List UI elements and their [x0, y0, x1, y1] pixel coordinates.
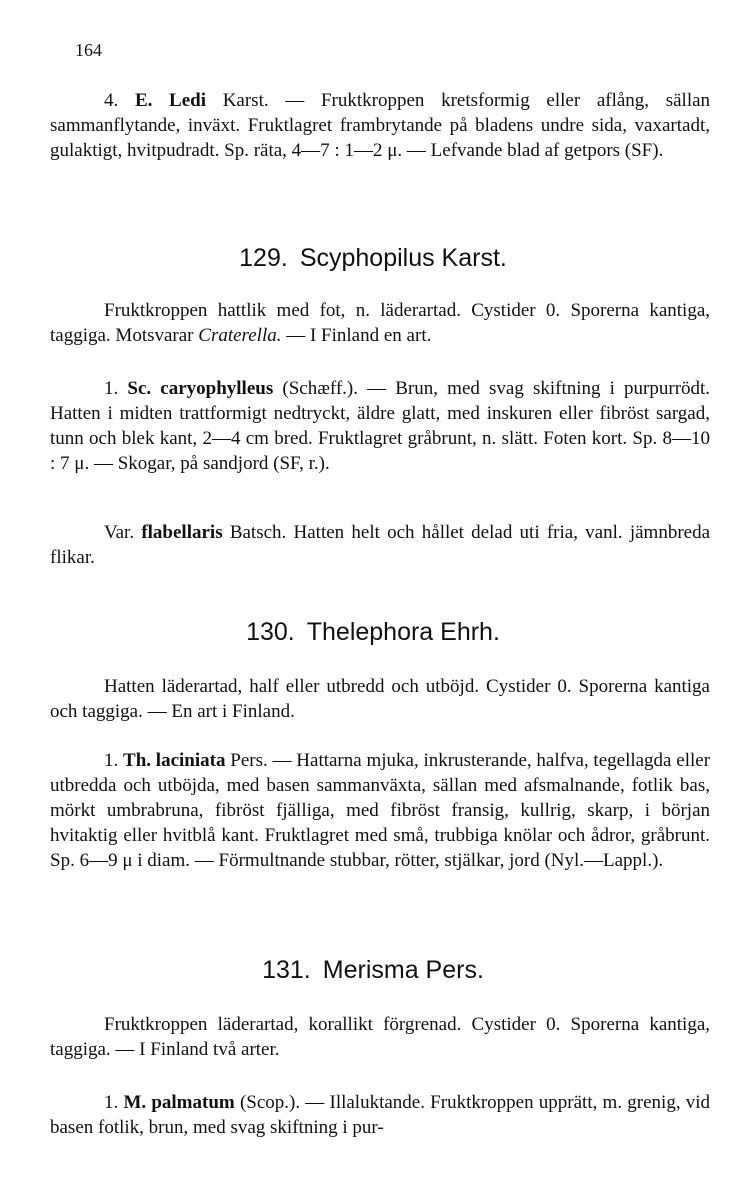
species-name: E. Ledi	[134, 90, 206, 111]
description-text: Fruktkroppen läderartad, korallikt förgrenad. Cystider 0. Sporerna kantiga, taggiga. — I Finland två arter.	[50, 1014, 710, 1060]
genus-description-130	[50, 674, 710, 724]
species-author: (Schæff.).	[282, 378, 359, 399]
variety-text: Hatten helt och hållet delad uti fria, vanl. jämnbreda flikar.	[50, 522, 711, 568]
genus-title: Thelephora Ehrh.	[306, 618, 500, 646]
genus-title: Scyphopilus Karst.	[299, 244, 507, 272]
genus-number: 129.	[239, 244, 288, 272]
description-text-end: — I Finland en art.	[286, 325, 432, 346]
page-number: 164	[75, 40, 102, 60]
species-name: M. palmatum	[123, 1092, 235, 1113]
entry-text: — Fruktkroppen kretsformig eller aflång, sällan sammanflytande, inväxt. Fruktlagret frambrytande på bladens undre sida, vaxartadt, gulaktigt, hvitpudradt. Sp. räta, 4—7 : 1—2 μ. — Lefvande blad af getpors (SF).	[50, 90, 711, 161]
genus-heading-129	[0, 246, 746, 271]
genus-description-129	[50, 298, 710, 348]
entry-paragraph	[50, 88, 710, 163]
entry-text: — Illaluktande. Fruktkroppen upprätt, m. grenig, vid basen fotlik, brun, med svag skiftning i pur-	[50, 1092, 711, 1138]
entry-number: 1.	[104, 750, 119, 771]
species-entry-palmatum	[50, 1090, 710, 1140]
genus-description-131	[50, 1012, 710, 1062]
entry-e-ledi	[50, 88, 710, 163]
species-entry-caryophylleus	[50, 376, 710, 476]
genus-title: Merisma Pers.	[322, 956, 484, 984]
variety-flabellaris	[50, 520, 710, 570]
species-name: Sc. caryophylleus	[127, 378, 274, 399]
entry-number: 1.	[104, 378, 119, 399]
genus-heading-131	[0, 958, 746, 983]
related-genus: Craterella.	[198, 325, 282, 346]
genus-number: 130.	[246, 618, 295, 646]
description-text: Fruktkroppen hattlik med fot, n. läderartad. Cystider 0. Sporerna kantiga, taggiga. Motsvarar	[50, 300, 710, 346]
variety-author: Batsch.	[229, 522, 287, 543]
entry-number: 1.	[104, 1092, 119, 1113]
variety-name: flabellaris	[141, 522, 223, 543]
species-author: Karst.	[222, 90, 269, 111]
genus-heading-130	[0, 620, 746, 645]
description-text: Hatten läderartad, half eller utbredd och utböjd. Cystider 0. Sporerna kantiga och taggiga. — En art i Finland.	[50, 676, 710, 722]
genus-number: 131.	[262, 956, 311, 984]
entry-text: — Brun, med svag skiftning i purpurrödt. Hatten i midten trattformigt nedtryckt, äldre glatt, med inskuren eller fibröst sargad, tunn och blek kant, 2—4 cm bred. Fruktlagret gråbrunt, n. slätt. Foten kort. Sp. 8—10 : 7 μ. — Skogar, på sandjord (SF, r.).	[50, 378, 711, 474]
variety-label: Var.	[104, 522, 135, 543]
entry-number: 4.	[104, 90, 119, 111]
species-author: (Scop.).	[239, 1092, 301, 1113]
species-name: Th. laciniata	[123, 750, 226, 771]
species-author: Pers.	[230, 750, 268, 771]
entry-text: — Hattarna mjuka, inkrusterande, halfva, tegellagda eller utbredda och utböjda, med basen sammanväxta, sällan med afsmalnande, fotlik bas, mörkt umbrabruna, fibröst fjälliga, med fibröst fransig, kullrig, skarp, i början hvitaktig eller hvitblå kant. Fruktlagret med små, trubbiga knölar och ådror, gråbrunt. Sp. 6—9 μ i diam. — Förmultnande stubbar, rötter, stjälkar, jord (Nyl.—Lappl.).	[50, 750, 711, 871]
species-entry-laciniata	[50, 748, 710, 873]
